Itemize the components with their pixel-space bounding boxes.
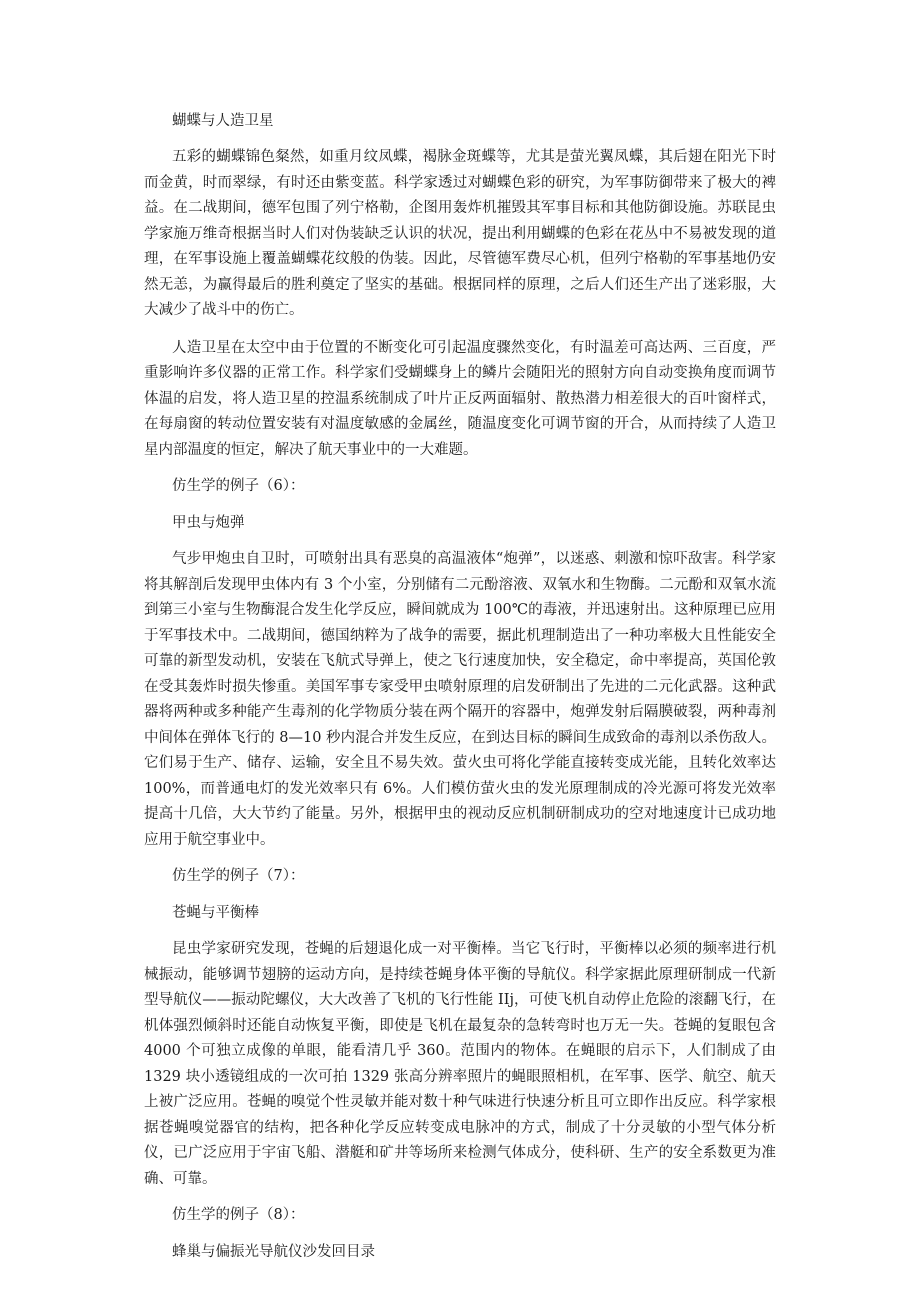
example-heading-6: 仿生学的例子（6）： <box>172 478 305 494</box>
section-title-butterfly-satellite: 蝴蝶与人造卫星 <box>172 113 274 129</box>
section-title-honeycomb-navigator: 蜂巢与偏振光导航仪沙发回目录 <box>172 1244 375 1260</box>
paragraph-satellite-thermal: 人造卫星在太空中由于位置的不断变化可引起温度骤然变化，有时温差可高达两、三百度，严重影响许多仪器的正常工作。科学家们受蝴蝶身上的鳞片会随阳光的照射方向自动变换角度而调节体温的启发，将人造卫星的控温系统制成了叶片正反两面辐射、散热潜力相差很大的百叶窗样式，在每扇窗的转动位置安装有对温度敏感的金属丝，随温度变化可调节窗的开合，从而持续了人造卫星内部温度的恒定，解决了航天事业中的一大难题。 <box>144 339 776 458</box>
paragraph-beetle-shell: 气步甲炮虫自卫时，可喷射出具有恶臭的高温液体“炮弹”，以迷惑、刺激和惊吓敌害。科学家将其解剖后发现甲虫体内有 3 个小室，分别储有二元酚溶液、双氧水和生物酶。二元酚和双氧水流到第三小室与生物酶混合发生化学反应，瞬间就成为 100℃的毒液，并迅速射出。这种原理已应用于军事技术中。二战期间，德国纳粹为了战争的需要，据此机理制造出了一种功率极大且性能安全可靠的新型发动机，安装在飞航式导弹上，使之飞行速度加快，安全稳定，命中率提高，英国伦敦在受其轰炸时损失惨重。美国军事专家受甲虫喷射原理的启发研制出了先进的二元化武器。这种武器将两种或多种能产生毒剂的化学物质分装在两个隔开的容器中，炮弹发射后隔膜破裂，两种毒剂中间体在弹体飞行的 8—10 秒内混合并发生反应，在到达目标的瞬间生成致命的毒剂以杀伤敌人。它们易于生产、储存、运输，安全且不易失效。萤火虫可将化学能直接转变成光能，且转化效率达 100%，而普通电灯的发光效率只有 6%。人们模仿萤火虫的发光原理制成的冷光源可将发光效率提高十几倍，大大节约了能量。另外，根据甲虫的视动反应机制研制成功的空对地速度计已成功地应用于航空事业中。 <box>144 551 776 848</box>
paragraph-butterfly-camouflage: 五彩的蝴蝶锦色粲然，如重月纹凤蝶，褐脉金斑蝶等，尤其是萤光翼凤蝶，其后翅在阳光下时而金黄，时而翠绿，有时还由紫变蓝。科学家透过对蝴蝶色彩的研究，为军事防御带来了极大的裨益。在二战期间，德军包围了列宁格勒，企图用轰炸机摧毁其军事目标和其他防御设施。苏联昆虫学家施万维奇根据当时人们对伪装缺乏认识的状况，提出利用蝴蝶的色彩在花丛中不易被发现的道理，在军事设施上覆盖蝴蝶花纹般的伪装。因此，尽管德军费尽心机，但列宁格勒的军事基地仍安然无恙，为赢得最后的胜利奠定了坚实的基础。根据同样的原理，之后人们还生产出了迷彩服，大大减少了战斗中的伤亡。 <box>144 149 776 318</box>
section-title-fly-halteres: 苍蝇与平衡棒 <box>172 905 259 921</box>
example-heading-8: 仿生学的例子（8）： <box>172 1207 305 1223</box>
example-heading-7: 仿生学的例子（7）： <box>172 868 305 884</box>
document-body <box>144 108 776 1266</box>
section-title-beetle-shell: 甲虫与炮弹 <box>172 515 245 531</box>
paragraph-fly-halteres: 昆虫学家研究发现，苍蝇的后翅退化成一对平衡棒。当它飞行时，平衡棒以必须的频率进行机械振动，能够调节翅膀的运动方向，是持续苍蝇身体平衡的导航仪。科学家据此原理研制成一代新型导航仪——振动陀螺仪，大大改善了飞机的飞行性能 IIj，可使飞机自动停止危险的滚翻飞行，在机体强烈倾斜时还能自动恢复平衡，即使是飞机在最复杂的急转弯时也万无一失。苍蝇的复眼包含 4000 个可独立成像的单眼，能看清几乎 360。范围内的物体。在蝇眼的启示下，人们制成了由 1329 块小透镜组成的一次可拍 1329 张高分辨率照片的蝇眼照相机，在军事、医学、航空、航天上被广泛应用。苍蝇的嗅觉个性灵敏并能对数十种气味进行快速分析且可立即作出反应。科学家根据苍蝇嗅觉器官的结构，把各种化学反应转变成电脉冲的方式，制成了十分灵敏的小型气体分析仪，已广泛应用于宇宙飞船、潜艇和矿井等场所来检测气体成分，使科研、生产的安全系数更为准确、可靠。 <box>144 941 776 1187</box>
